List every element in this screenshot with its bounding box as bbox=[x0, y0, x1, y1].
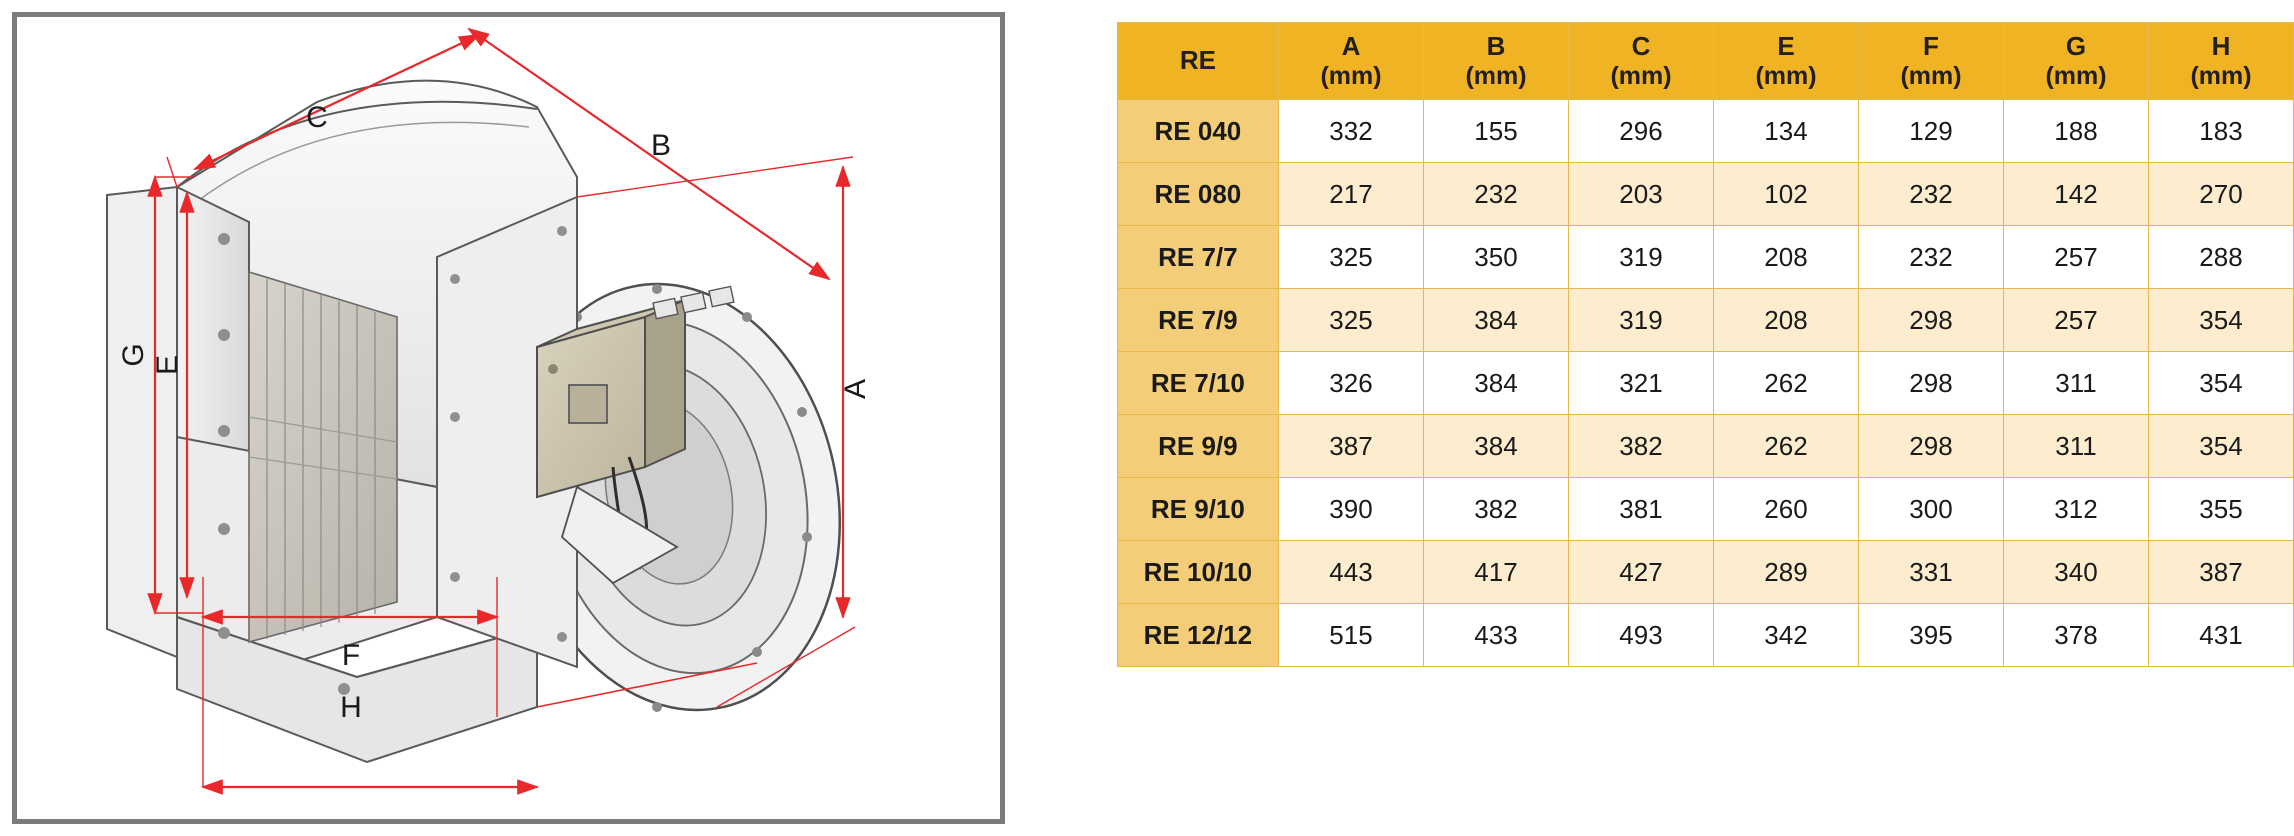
column-header-model-label: RE bbox=[1179, 45, 1216, 76]
cell-A: 332 bbox=[1279, 100, 1424, 163]
cell-C: 427 bbox=[1569, 541, 1714, 604]
dimension-table bbox=[1117, 22, 2294, 667]
cell-A: 443 bbox=[1279, 541, 1424, 604]
cell-model: RE 10/10 bbox=[1117, 541, 1278, 604]
column-header-A-label: A bbox=[1341, 31, 1361, 62]
column-header-B-unit: (mm) bbox=[1465, 61, 1527, 90]
dimension-label-G: G bbox=[117, 343, 150, 367]
cell-H: 354 bbox=[2149, 289, 2294, 352]
cell-E: 262 bbox=[1714, 415, 1859, 478]
cell-model: RE 9/9 bbox=[1117, 415, 1278, 478]
cell-C: 296 bbox=[1569, 100, 1714, 163]
cell-G: 311 bbox=[2004, 352, 2149, 415]
cell-H: 288 bbox=[2149, 226, 2294, 289]
column-header-G bbox=[2004, 23, 2149, 100]
cell-B: 382 bbox=[1424, 478, 1569, 541]
cell-F: 331 bbox=[1859, 541, 2004, 604]
cell-G: 340 bbox=[2004, 541, 2149, 604]
column-header-F-label: F bbox=[1923, 31, 1939, 62]
fan-drawing-panel bbox=[12, 12, 1005, 824]
column-header-C-label: C bbox=[1631, 31, 1651, 62]
cell-B: 232 bbox=[1424, 163, 1569, 226]
cell-C: 381 bbox=[1569, 478, 1714, 541]
cell-F: 232 bbox=[1859, 226, 2004, 289]
cell-C: 382 bbox=[1569, 415, 1714, 478]
cell-F: 298 bbox=[1859, 352, 2004, 415]
cell-B: 384 bbox=[1424, 352, 1569, 415]
cell-F: 232 bbox=[1859, 163, 2004, 226]
cell-E: 208 bbox=[1714, 289, 1859, 352]
cell-C: 493 bbox=[1569, 604, 1714, 667]
cell-A: 515 bbox=[1279, 604, 1424, 667]
cell-E: 102 bbox=[1714, 163, 1859, 226]
column-header-G-label: G bbox=[2065, 31, 2087, 62]
table-row bbox=[1117, 541, 2293, 604]
cell-G: 378 bbox=[2004, 604, 2149, 667]
cell-F: 298 bbox=[1859, 289, 2004, 352]
column-header-B bbox=[1424, 23, 1569, 100]
table-body bbox=[1117, 100, 2293, 667]
column-header-H-label: H bbox=[2211, 31, 2231, 62]
cell-E: 342 bbox=[1714, 604, 1859, 667]
cell-B: 384 bbox=[1424, 289, 1569, 352]
cell-model: RE 040 bbox=[1117, 100, 1278, 163]
table-row bbox=[1117, 100, 2293, 163]
table-row bbox=[1117, 163, 2293, 226]
cell-C: 319 bbox=[1569, 226, 1714, 289]
cell-A: 326 bbox=[1279, 352, 1424, 415]
column-header-E-label: E bbox=[1777, 31, 1795, 62]
cell-H: 270 bbox=[2149, 163, 2294, 226]
dimension-label-C: C bbox=[306, 101, 328, 134]
cell-model: RE 7/10 bbox=[1117, 352, 1278, 415]
cell-G: 188 bbox=[2004, 100, 2149, 163]
cell-B: 384 bbox=[1424, 415, 1569, 478]
fan-housing bbox=[107, 81, 878, 762]
cell-E: 260 bbox=[1714, 478, 1859, 541]
cell-H: 431 bbox=[2149, 604, 2294, 667]
dimension-label-H: H bbox=[340, 691, 362, 724]
cell-B: 433 bbox=[1424, 604, 1569, 667]
column-header-H bbox=[2149, 23, 2294, 100]
cell-C: 321 bbox=[1569, 352, 1714, 415]
cell-F: 395 bbox=[1859, 604, 2004, 667]
cell-model: RE 080 bbox=[1117, 163, 1278, 226]
cell-A: 325 bbox=[1279, 289, 1424, 352]
cell-B: 417 bbox=[1424, 541, 1569, 604]
cell-C: 319 bbox=[1569, 289, 1714, 352]
cell-E: 289 bbox=[1714, 541, 1859, 604]
table-row bbox=[1117, 478, 2293, 541]
cell-E: 134 bbox=[1714, 100, 1859, 163]
column-header-G-unit: (mm) bbox=[2045, 61, 2107, 90]
table-row bbox=[1117, 352, 2293, 415]
dimension-label-A: A bbox=[839, 378, 872, 400]
impeller-blades bbox=[249, 272, 397, 642]
column-header-B-label: B bbox=[1486, 31, 1506, 62]
cell-F: 129 bbox=[1859, 100, 2004, 163]
cell-model: RE 7/7 bbox=[1117, 226, 1278, 289]
cell-H: 354 bbox=[2149, 415, 2294, 478]
cell-A: 390 bbox=[1279, 478, 1424, 541]
cell-B: 350 bbox=[1424, 226, 1569, 289]
cell-G: 311 bbox=[2004, 415, 2149, 478]
table-header-row bbox=[1117, 23, 2293, 100]
dimension-label-E: E bbox=[151, 354, 184, 376]
cell-H: 354 bbox=[2149, 352, 2294, 415]
table-row bbox=[1117, 289, 2293, 352]
cell-model: RE 12/12 bbox=[1117, 604, 1278, 667]
cell-H: 183 bbox=[2149, 100, 2294, 163]
table-row bbox=[1117, 604, 2293, 667]
cell-H: 355 bbox=[2149, 478, 2294, 541]
column-header-F bbox=[1859, 23, 2004, 100]
dimension-label-B: B bbox=[650, 129, 672, 162]
cell-F: 300 bbox=[1859, 478, 2004, 541]
cell-E: 208 bbox=[1714, 226, 1859, 289]
fan-technical-drawing bbox=[17, 17, 1053, 819]
cell-B: 155 bbox=[1424, 100, 1569, 163]
column-header-A bbox=[1279, 23, 1424, 100]
cell-E: 262 bbox=[1714, 352, 1859, 415]
cell-G: 312 bbox=[2004, 478, 2149, 541]
cell-model: RE 9/10 bbox=[1117, 478, 1278, 541]
column-header-E bbox=[1714, 23, 1859, 100]
column-header-C bbox=[1569, 23, 1714, 100]
cell-F: 298 bbox=[1859, 415, 2004, 478]
column-header-A-unit: (mm) bbox=[1320, 61, 1382, 90]
cell-G: 257 bbox=[2004, 289, 2149, 352]
column-header-C-unit: (mm) bbox=[1610, 61, 1672, 90]
dimension-table-wrap bbox=[1117, 22, 2294, 667]
table-head bbox=[1117, 23, 2293, 100]
column-header-model bbox=[1117, 23, 1278, 100]
cell-H: 387 bbox=[2149, 541, 2294, 604]
table-row bbox=[1117, 226, 2293, 289]
column-header-H-unit: (mm) bbox=[2190, 61, 2252, 90]
table-row bbox=[1117, 415, 2293, 478]
cell-C: 203 bbox=[1569, 163, 1714, 226]
cell-G: 257 bbox=[2004, 226, 2149, 289]
cell-model: RE 7/9 bbox=[1117, 289, 1278, 352]
cell-A: 387 bbox=[1279, 415, 1424, 478]
cell-G: 142 bbox=[2004, 163, 2149, 226]
column-header-E-unit: (mm) bbox=[1755, 61, 1817, 90]
cell-A: 217 bbox=[1279, 163, 1424, 226]
dimension-label-F: F bbox=[341, 639, 361, 672]
column-header-F-unit: (mm) bbox=[1900, 61, 1962, 90]
cell-A: 325 bbox=[1279, 226, 1424, 289]
